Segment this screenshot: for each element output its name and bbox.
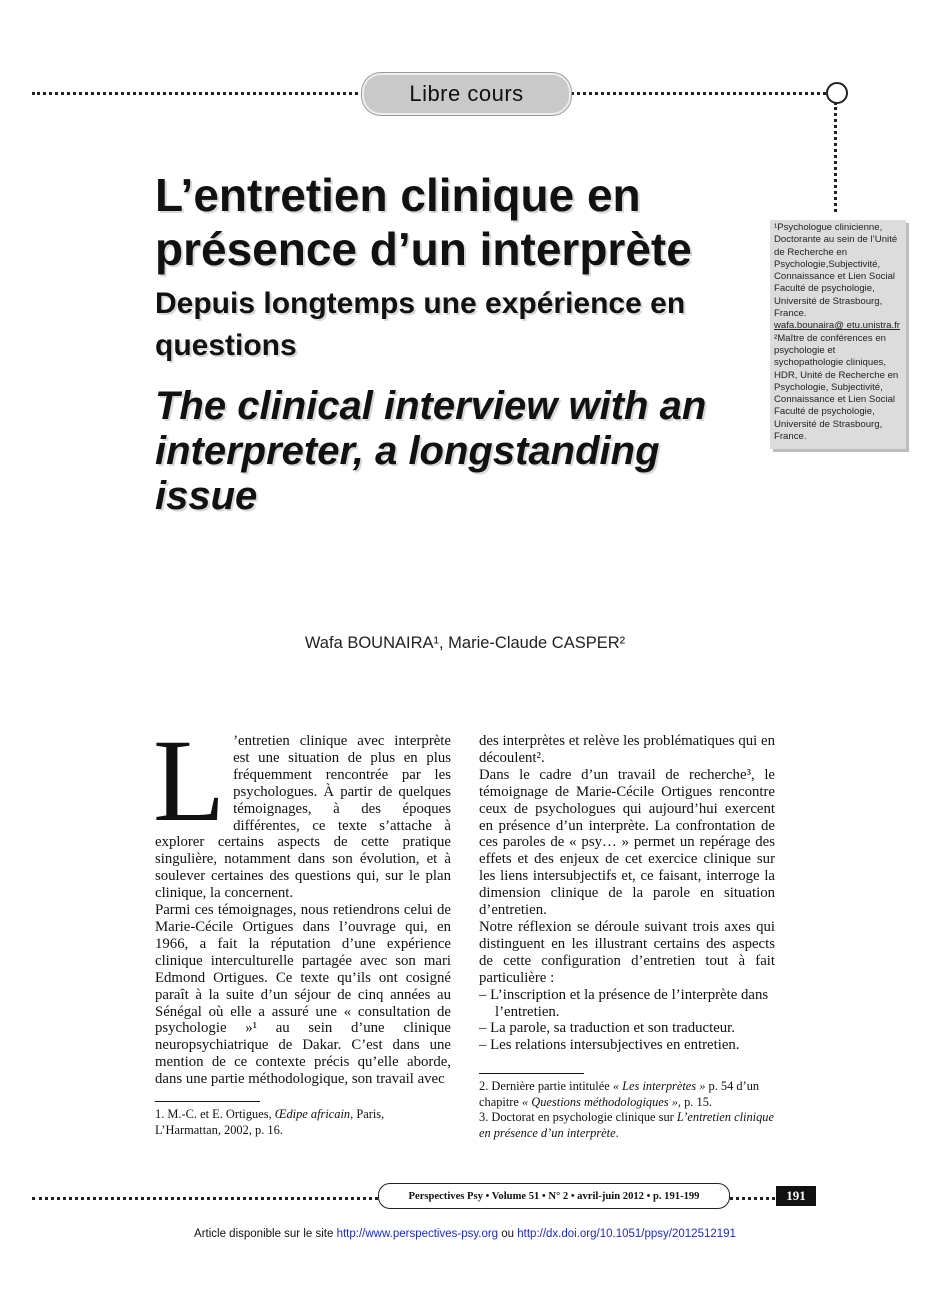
affiliation-1-email-link[interactable]: wafa.bounaira@ etu.unistra.fr [774, 320, 900, 332]
list-item: – La parole, sa traduction et son traducteur. [479, 1020, 735, 1037]
footnote-rule [155, 1101, 260, 1102]
doi-link[interactable]: http://dx.doi.org/10.1051/ppsy/2012512191 [517, 1228, 736, 1240]
footer-dotted-rule-right [730, 1197, 775, 1200]
footer-dotted-rule-left [32, 1197, 378, 1200]
footnotes-right [479, 1079, 775, 1141]
footnote-2: 2. Dernière partie intitulée « Les interprètes » p. 54 d’un chapitre « Questions méthodologiques », p. 15. [479, 1079, 760, 1109]
availability-line: Article disponible sur le site http://www.perspectives-psy.org ou http://dx.doi.org/10.1051/ppsy/2012512191 [194, 1228, 736, 1240]
article-title-fr: L’entretien clinique en présence d’un interprète [155, 169, 692, 275]
footnote-3: 3. Doctorat en psychologie clinique sur L’entretien clinique en présence d’un interprète. [479, 1110, 775, 1140]
footnotes-left [155, 1107, 451, 1138]
authors-line: Wafa BOUNAIRA¹, Marie-Claude CASPER² [304, 634, 626, 652]
body-paragraph: Notre réflexion se déroule suivant trois axes qui distinguent en les illustrant certains des aspects de cette configuration d’entretien tout à fait particulière : [479, 918, 775, 986]
body-paragraph [153, 715, 451, 902]
body-paragraph: Parmi ces témoignages, nous retiendrons celui de Marie-Cécile Ortigues dans l’ouvrage qui, en 1966, a fait la réputation d’une expérience clinique interculturelle partagée avec son mari Edmond Ortigues. Ce texte qu’ils ont cosigné paraît à la suite d’un séjour de cinq années au Sénégal où elle a assuré une « consultation de psychologie »¹ au sein d’une clinique neuropsychiatrique de Dakar. C’est dans une mention de ce contexte précis qu’elle aborde, dans une partie méthodologique, son travail avec [155, 902, 451, 1088]
section-label: Libre cours [362, 73, 571, 115]
article-subtitle-fr: Depuis longtemps une expérience en questions [155, 287, 686, 362]
affiliation-2: ²Maître de conférences en psychologie et sychopathologie cliniques, HDR, Unité de Recherche en Psychologie, Subjectivité, Connaissance et Lien Social Faculté de psychologie, Université de Strasbourg, France. [774, 332, 899, 443]
footnote-1: 1. M.-C. et E. Ortigues, Œdipe africain, Paris, L’Harmattan, 2002, p. 16. [155, 1107, 385, 1137]
body-column-left [153, 715, 451, 1088]
header-circle-ornament [826, 82, 848, 104]
journal-site-link[interactable]: http://www.perspectives-psy.org [336, 1228, 499, 1240]
affiliations-box [770, 220, 906, 449]
journal-reference: Perspectives Psy • Volume 51 • N° 2 • avril-juin 2012 • p. 191-199 [378, 1183, 730, 1209]
body-paragraph: des interprètes et relève les problématiques qui en découlent². [479, 733, 775, 766]
list-item: – Les relations intersubjectives en entretien. [479, 1037, 740, 1054]
article-title-en: The clinical interview with an interpreter, a longstanding issue [155, 384, 707, 518]
body-column-right [479, 733, 775, 1054]
list-item: – L’inscription et la présence de l’interprète dans l’entretien. [479, 986, 769, 1020]
page-number: 191 [776, 1186, 816, 1206]
affiliation-1: ¹Psychologue clinicienne, Doctorante au sein de l’Unité de Recherche en Psychologie,Subjectivité, Connaissance et Lien Social Faculté de psychologie, Université de Strasbourg, France. [774, 222, 898, 320]
drop-cap: L [153, 715, 226, 846]
footnote-rule [479, 1073, 584, 1074]
body-paragraph: Dans le cadre d’un travail de recherche³, le témoignage de Marie-Cécile Ortigues rencontre ceux de psychologues qui aujourd’hui exercent en présence d’un interprète. La confrontation de ces paroles de « psy… » permet un repérage des effets et des enjeux de cet exercice clinique sur les liens intersubjectifs et, ce faisant, interroge la dimension clinique de la parole en situation d’entretien. [479, 766, 775, 919]
header-dotted-vertical-rule [834, 102, 837, 212]
body-text: ’entretien clinique avec interprète est une situation de plus en plus fréquemment rencontrée par les psychologues. À partir de quelques témoignages, à des époques différentes, ce texte s’attache à explorer certains aspects de cette pratique singulière, notamment dans son évolution, et à soulever certaines des questions qui, sur le plan clinique, la concernent. [155, 733, 451, 902]
